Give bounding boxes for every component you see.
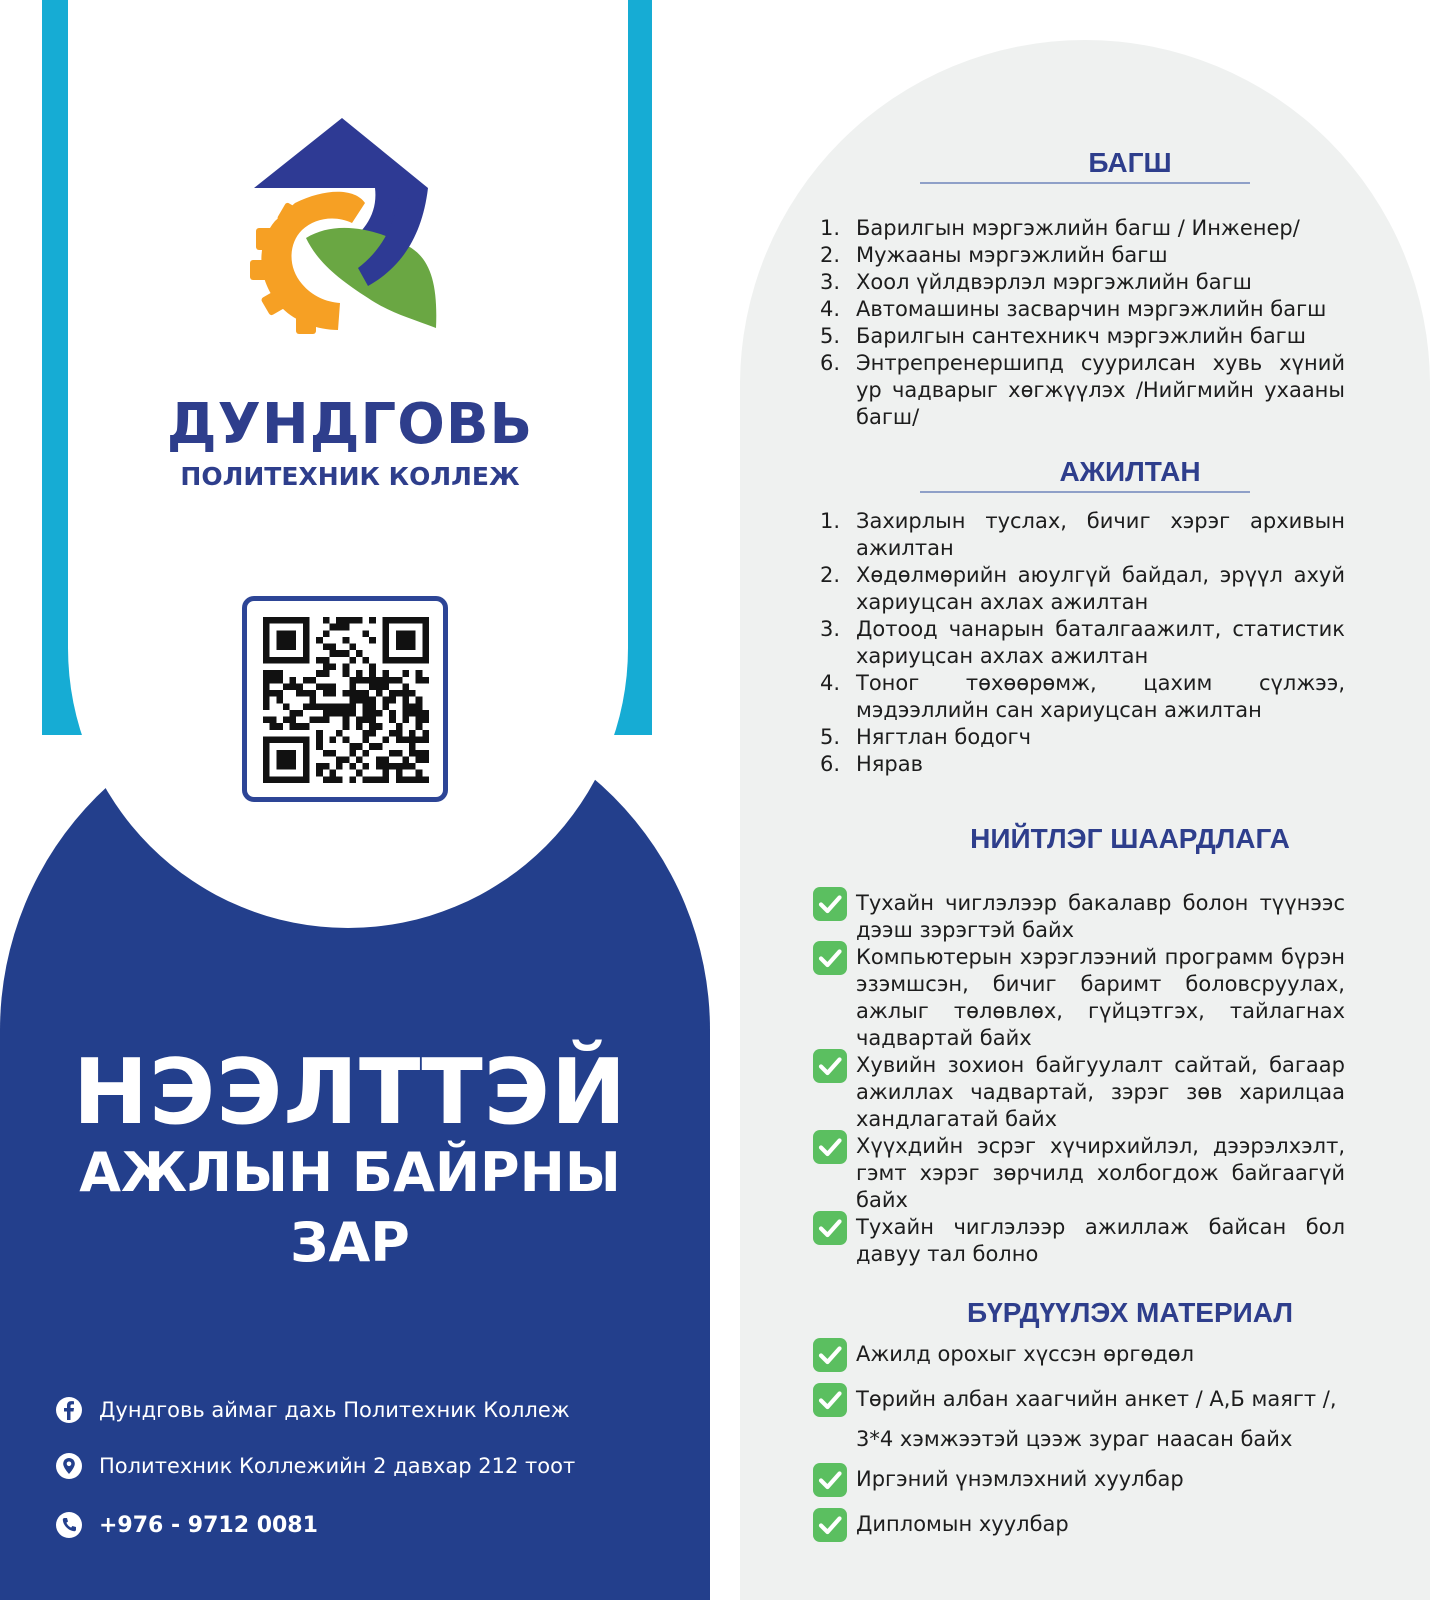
list-number: 5. (820, 324, 841, 348)
staff-item (820, 616, 1345, 670)
section-divider (920, 491, 1250, 493)
list-number: 2. (820, 563, 841, 587)
checkbox-checked-icon (812, 1337, 848, 1373)
checkbox-checked-icon (812, 886, 848, 922)
material-name: Иргэний үнэмлэхний хуулбар (856, 1467, 1184, 1491)
teachers-list (820, 215, 1345, 431)
contact-facebook-text: Дундговь аймаг дахь Политехник Коллеж (99, 1398, 570, 1422)
material-text (856, 1386, 1345, 1453)
brand-subtitle: ПОЛИТЕХНИК КОЛЛЕЖ (180, 462, 520, 491)
list-text: Мужааны мэргэжлийн багш (856, 243, 1168, 267)
headline-job: АЖЛЫН БАЙРНЫ (79, 1141, 621, 1204)
list-text: Нярав (856, 752, 923, 776)
qr-code-icon[interactable] (263, 617, 429, 783)
phone-icon (55, 1511, 83, 1539)
staff-item (820, 724, 1345, 751)
staff-list (820, 508, 1345, 778)
contact-address (55, 1449, 575, 1483)
requirement-text: Тухайн чиглэлээр ажиллаж байсан бол давуу тал болно (856, 1215, 1345, 1266)
staff-item (820, 562, 1345, 616)
requirements-list (812, 890, 1345, 1268)
requirement-item (812, 944, 1345, 1052)
headline-open: НЭЭЛТТЭЙ (72, 1040, 628, 1145)
materials-list (812, 1341, 1345, 1556)
checkbox-checked-icon (812, 940, 848, 976)
list-number: 1. (820, 509, 841, 533)
list-text: Нягтлан бодогч (856, 725, 1031, 749)
requirement-item (812, 890, 1345, 944)
list-number: 5. (820, 725, 841, 749)
list-text: Дотоод чанарын баталгаажилт, статистик хариуцсан ахлах ажилтан (856, 617, 1345, 668)
checkbox-checked-icon (812, 1382, 848, 1418)
list-number: 2. (820, 243, 841, 267)
left-column (0, 0, 710, 1600)
material-note: 3*4 хэмжээтэй цээж зураг наасан байх (856, 1427, 1293, 1451)
material-text (856, 1511, 1345, 1538)
list-number: 3. (820, 617, 841, 641)
requirement-item (812, 1052, 1345, 1133)
list-number: 3. (820, 270, 841, 294)
list-number: 6. (820, 752, 841, 776)
list-text: Хоол үйлдвэрлэл мэргэжлийн багш (856, 270, 1252, 294)
list-text: Барилгын сантехникч мэргэжлийн багш (856, 324, 1306, 348)
teacher-item (820, 269, 1345, 296)
requirement-text: Хувийн зохион байгуулалт сайтай, багаар ажиллах чадвартай, зэрэг зөв харилцаа хандлагатай байх (856, 1053, 1345, 1131)
college-logo-icon (240, 118, 450, 338)
requirement-text: Компьютерын хэрэглээний программ бүрэн эзэмшсэн, бичиг баримт боловсруулах, ажлыг төлөвлөх, гүйцэтгэх, тайлагнах чадвартай байх (856, 945, 1345, 1050)
checkbox-checked-icon (812, 1129, 848, 1165)
material-name: Ажилд орохыг хүссэн өргөдөл (856, 1342, 1195, 1366)
brand-name: ДУНДГОВЬ (166, 392, 534, 457)
section-title-requirements: НИЙТЛЭГ ШААРДЛАГА (970, 823, 1290, 854)
material-item (812, 1466, 1345, 1498)
material-name: Дипломын хуулбар (856, 1512, 1069, 1536)
list-text: Автомашины засварчин мэргэжлийн багш (856, 297, 1327, 321)
section-title-staff: АЖИЛТАН (1059, 456, 1201, 487)
list-number: 4. (820, 297, 841, 321)
qr-code-frame[interactable] (242, 596, 448, 802)
contact-facebook[interactable] (55, 1393, 570, 1427)
contact-phone-text: +976 - 9712 0081 (99, 1512, 318, 1538)
location-pin-icon (55, 1452, 83, 1480)
material-text (856, 1466, 1345, 1493)
contact-address-text: Политехник Коллежийн 2 давхар 212 тоот (99, 1454, 576, 1478)
section-title-teachers: БАГШ (1088, 147, 1172, 178)
list-text: Тоног төхөөрөмж, цахим сүлжээ, мэдээллийн сан хариуцсан ажилтан (856, 671, 1345, 722)
teacher-item (820, 296, 1345, 323)
list-text: Энтрепренершипд суурилсан хувь хүний ур чадварыг хөгжүүлэх /Нийгмийн ухааны багш/ (856, 351, 1345, 429)
checkbox-checked-icon (812, 1048, 848, 1084)
teacher-item (820, 215, 1345, 242)
requirement-item (812, 1133, 1345, 1214)
section-title-materials: БҮРДҮҮЛЭХ МАТЕРИАЛ (967, 1297, 1293, 1328)
checkbox-checked-icon (812, 1462, 848, 1498)
list-text: Захирлын туслах, бичиг хэрэг архивын ажилтан (856, 509, 1345, 560)
list-text: Хөдөлмөрийн аюулгүй байдал, эрүүл ахуй хариуцсан ахлах ажилтан (856, 563, 1345, 614)
checkbox-checked-icon (812, 1507, 848, 1543)
staff-item (820, 751, 1345, 778)
checkbox-checked-icon (812, 1210, 848, 1246)
list-text: Барилгын мэргэжлийн багш / Инженер/ (856, 216, 1300, 240)
teacher-item (820, 323, 1345, 350)
material-item (812, 1386, 1345, 1453)
teacher-item (820, 350, 1345, 431)
list-number: 4. (820, 671, 841, 695)
requirement-text: Тухайн чиглэлээр бакалавр болон түүнээс дээш зэрэгтэй байх (856, 891, 1345, 942)
list-number: 1. (820, 216, 841, 240)
facebook-icon (55, 1396, 83, 1424)
contact-phone[interactable] (55, 1508, 318, 1542)
teacher-item (820, 242, 1345, 269)
headline-announcement: ЗАР (290, 1211, 410, 1274)
requirement-text: Хүүхдийн эсрэг хүчирхийлэл, дээрэлхэлт, гэмт хэрэг зөрчилд холбогдож байгаагүй байх (856, 1134, 1345, 1212)
material-name: Төрийн албан хаагчийн анкет / А,Б маягт /, (856, 1387, 1337, 1411)
requirement-item (812, 1214, 1345, 1268)
staff-item (820, 508, 1345, 562)
material-text (856, 1341, 1345, 1368)
material-item (812, 1511, 1345, 1543)
staff-item (820, 670, 1345, 724)
material-item (812, 1341, 1345, 1373)
list-number: 6. (820, 351, 841, 375)
section-divider (920, 182, 1250, 184)
